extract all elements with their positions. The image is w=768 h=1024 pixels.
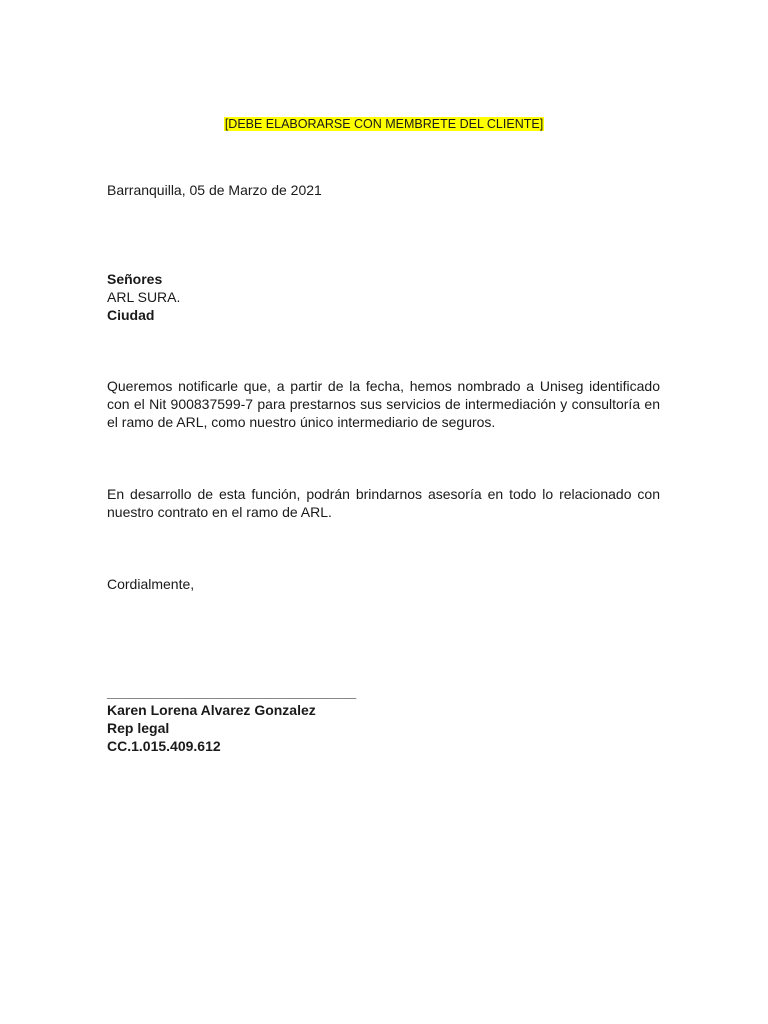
body-paragraph-1: Queremos notificarle que, a partir de la fecha, hemos nombrado a Uniseg identificado con el Nit 900837599-7 para prestarnos sus servicios de intermediación y consultoría en el ramo de ARL, como nuestro único intermediario de seguros. (107, 378, 660, 430)
header-note-text: [DEBE ELABORARSE CON MEMBRETE DEL CLIENTE] (224, 117, 544, 131)
recipient-block (107, 270, 180, 324)
recipient-company: ARL SURA. (107, 289, 181, 305)
signer-name: Karen Lorena Alvarez Gonzalez (107, 702, 316, 718)
signer-id: CC.1.015.409.612 (107, 738, 221, 754)
closing: Cordialmente, (107, 576, 195, 592)
header-note (0, 115, 768, 133)
signature-line: ________________________________ (107, 684, 357, 700)
recipient-city: Ciudad (107, 307, 155, 323)
recipient-salutation: Señores (107, 271, 163, 287)
signer-title: Rep legal (107, 720, 170, 736)
signature-block (107, 683, 356, 755)
body-paragraph-2: En desarrollo de esta función, podrán brindarnos asesoría en todo lo relacionado con nuestro contrato en el ramo de ARL. (107, 486, 660, 520)
date-line: Barranquilla, 05 de Marzo de 2021 (107, 182, 322, 198)
